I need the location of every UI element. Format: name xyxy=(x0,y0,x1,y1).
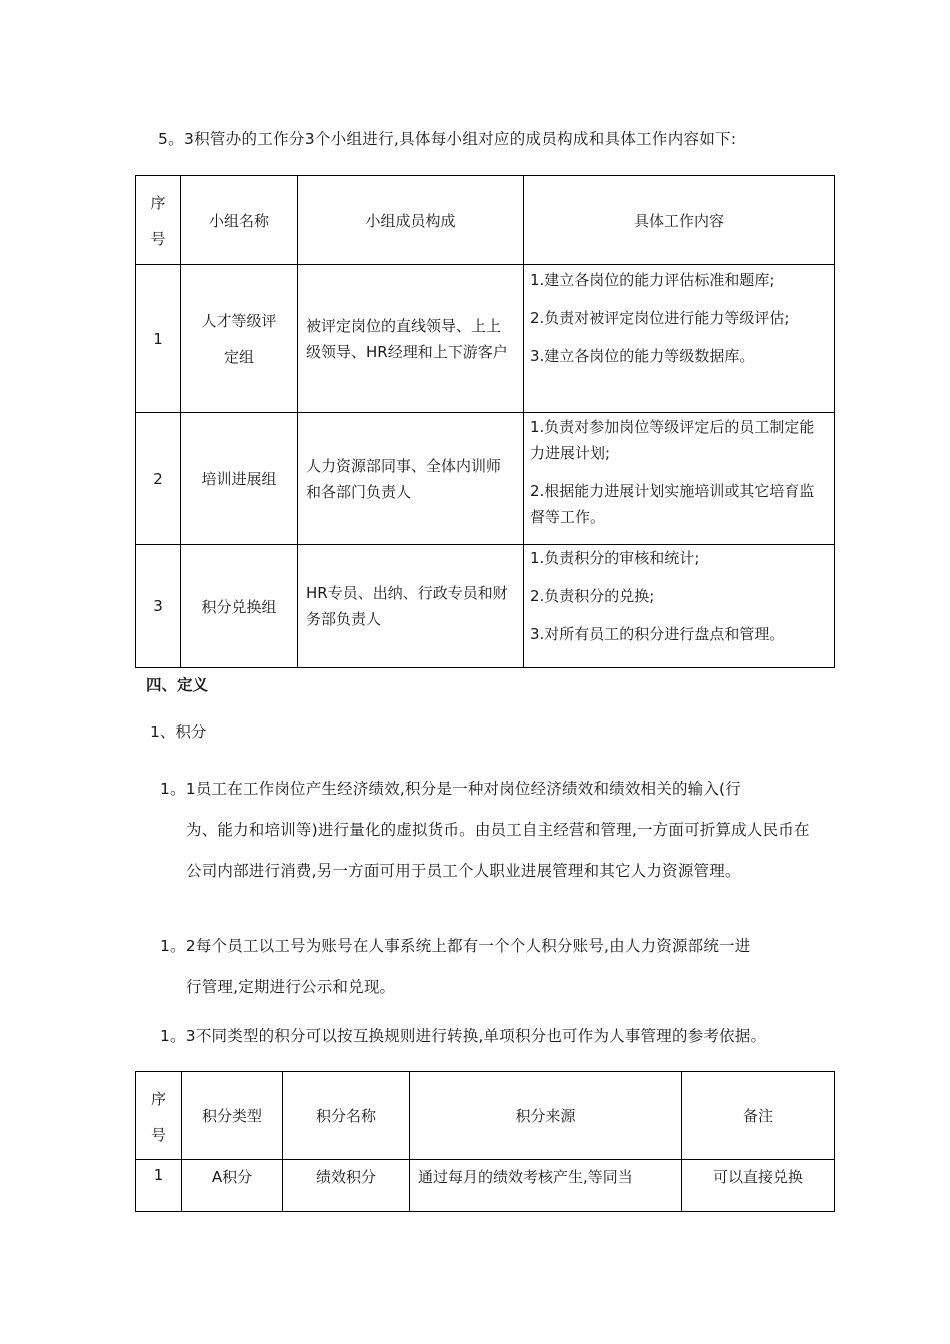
table-header-row xyxy=(136,1072,835,1160)
table-header-row xyxy=(136,176,835,265)
table-row xyxy=(136,265,835,413)
row-seq: 1 xyxy=(136,1160,182,1212)
row-seq: 2 xyxy=(136,413,181,545)
row-group-name: 积分兑换组 xyxy=(181,545,298,668)
header-seq: 序 号 xyxy=(136,1072,182,1160)
row-seq: 1 xyxy=(136,265,181,413)
subsection-heading: 1、积分 xyxy=(150,723,207,741)
definition-paragraph: 1。3不同类型的积分可以按互换规则进行转换,单项积分也可作为人事管理的参考依据。 xyxy=(160,1027,767,1045)
row-group-name: 人才等级评 定组 xyxy=(181,265,298,413)
definition-paragraph: 1。1员工在工作岗位产生经济绩效,积分是一种对岗位经济绩效和绩效相关的输入(行 为、能力和培训等)进行量化的虚拟货币。由员工自主经营和管理,一方面可折算成人民币在公司内部进行消费,另一方面可用于员工个人职业进展管理和其它人力资源管理。 xyxy=(160,780,810,880)
header-points-source: 积分来源 xyxy=(410,1072,682,1160)
section-heading: 四、定义 xyxy=(146,676,209,694)
row-points-name: 绩效积分 xyxy=(283,1160,410,1212)
row-members: 被评定岗位的直线领导、上上级领导、HR经理和上下游客户 xyxy=(298,265,524,413)
header-points-name: 积分名称 xyxy=(283,1072,410,1160)
row-note: 可以直接兑换 xyxy=(682,1160,835,1212)
definition-paragraph: 1。2每个员工以工号为账号在人事系统上都有一个个人积分账号,由人力资源部统一进 行管理,定期进行公示和兑现。 xyxy=(160,937,751,996)
header-points-type: 积分类型 xyxy=(182,1072,283,1160)
row-group-name: 培训进展组 xyxy=(181,413,298,545)
row-work: 1.负责积分的审核和统计; 2.负责积分的兑换; 3.对所有员工的积分进行盘点和管理。 xyxy=(524,545,835,668)
intro-paragraph: 5。3积管办的工作分3个小组进行,具体每小组对应的成员构成和具体工作内容如下: xyxy=(158,130,737,148)
table-row xyxy=(136,545,835,668)
row-members: 人力资源部同事、全体内训师和各部门负责人 xyxy=(298,413,524,545)
header-note: 备注 xyxy=(682,1072,835,1160)
row-work: 1.建立各岗位的能力评估标准和题库; 2.负责对被评定岗位进行能力等级评估; 3.建立各岗位的能力等级数据库。 xyxy=(524,265,835,413)
header-work: 具体工作内容 xyxy=(524,176,835,265)
header-group-name: 小组名称 xyxy=(181,176,298,265)
header-members: 小组成员构成 xyxy=(298,176,524,265)
row-work: 1.负责对参加岗位等级评定后的员工制定能力进展计划; 2.根据能力进展计划实施培训或其它培育监督等工作。 xyxy=(524,413,835,545)
points-table xyxy=(135,1071,835,1212)
row-members: HR专员、出纳、行政专员和财务部负责人 xyxy=(298,545,524,668)
table-row xyxy=(136,413,835,545)
header-seq: 序 号 xyxy=(136,176,181,265)
row-seq: 3 xyxy=(136,545,181,668)
row-points-source: 通过每月的绩效考核产生,等同当 xyxy=(410,1160,682,1212)
group-table xyxy=(135,175,835,668)
table-row xyxy=(136,1160,835,1212)
row-points-type: A积分 xyxy=(182,1160,283,1212)
